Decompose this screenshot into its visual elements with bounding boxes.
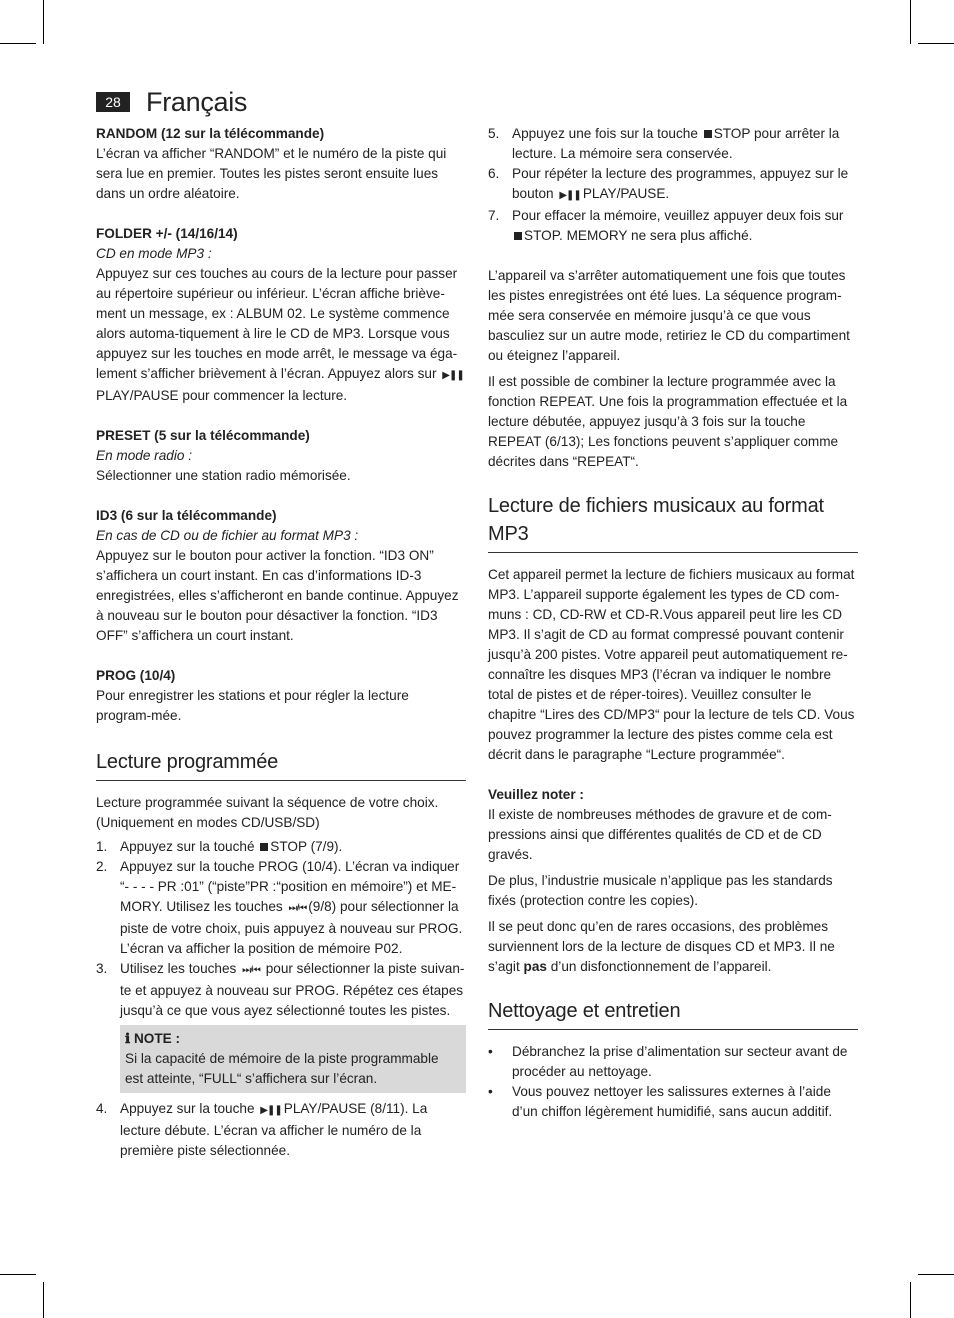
crop-mark bbox=[0, 1274, 36, 1275]
random-text: L’écran va afficher “RANDOM” et le numéro de la piste qui sera lue en premier. Toutes les pistes seront ensuite lues dans un ordre aléatoire. bbox=[96, 146, 447, 201]
id3-title: ID3 (6 sur la télécommande) bbox=[96, 508, 277, 523]
section-heading-nettoyage: Nettoyage et entretien bbox=[488, 997, 858, 1030]
folder-text: Appuyez sur ces touches au cours de la lecture pour passer au répertoire supérieur ou inférieur. L’écran affiche briève-ment un message, ex : ALBUM 02. Le système commence alors automa-tiquement à lire le CD de MP3. Lorsque vous appuyez sur les touches en mode arrêt, le message va éga-lement s’afficher brièvement à l’écran. Appuyez alors sur ▶❚❚ PLAY/PAUSE pour commencer la lecture. bbox=[96, 266, 464, 403]
crop-mark bbox=[918, 1274, 954, 1275]
notice-1: Il existe de nombreuses méthodes de gravure et de com-pressions ainsi que différentes qualités de CD et de CD gravés. bbox=[488, 807, 832, 862]
section-heading-lecture-programmee: Lecture programmée bbox=[96, 748, 466, 781]
lp-intro: Lecture programmée suivant la séquence de votre choix. (Uniquement en modes CD/USB/SD) bbox=[96, 795, 439, 830]
steps-list bbox=[96, 837, 466, 1021]
crop-mark bbox=[910, 1282, 911, 1318]
left-column bbox=[96, 124, 466, 1161]
stop-icon bbox=[260, 843, 268, 851]
page-number: 28 bbox=[96, 92, 130, 112]
crop-mark bbox=[910, 0, 911, 44]
list-item: 1. Appuyez sur la touché STOP (7/9). bbox=[96, 839, 343, 854]
list-item: 2. Appuyez sur la touche PROG (10/4). L’écran va indiquer “- - - - PR :01” (“piste”PR :“position en mémoire”) et ME-MORY. Utilisez les touches ⏭/⏮ (9/8) pour sélectionner la piste de votre choix, puis appuyez à nouveau sur PROG. L’écran va afficher la position de mémoire P02. bbox=[96, 859, 463, 956]
notice-2: De plus, l’industrie musicale n’applique pas les standards fixés (protection contre les copies). bbox=[488, 873, 833, 908]
stop-icon bbox=[514, 232, 522, 240]
preset-text: Sélectionner une station radio mémorisée. bbox=[96, 468, 351, 483]
note-box: ℹ NOTE : Si la capacité de mémoire de la piste programmable est atteinte, “FULL“ s’affichera sur l’écran. bbox=[120, 1025, 466, 1093]
page-title: Français bbox=[146, 87, 248, 117]
id3-mode: En cas de CD ou de fichier au format MP3 : bbox=[96, 528, 359, 543]
skip-icon: ⏭/⏮ bbox=[242, 965, 260, 976]
preset-title: PRESET (5 sur la télécommande) bbox=[96, 428, 310, 443]
right-column bbox=[488, 124, 858, 1122]
note-text: Si la capacité de mémoire de la piste programmable est atteinte, “FULL“ s’affichera sur l’écran. bbox=[125, 1051, 439, 1086]
prog-title: PROG (10/4) bbox=[96, 668, 176, 683]
stop-icon bbox=[704, 130, 712, 138]
random-title: RANDOM (12 sur la télécommande) bbox=[96, 126, 325, 141]
steps-list-right bbox=[488, 124, 858, 246]
section-heading-mp3: Lecture de fichiers musicaux au format MP3 bbox=[488, 492, 858, 553]
list-item: 4. Appuyez sur la touche ▶❚❚ PLAY/PAUSE (8/11). La lecture débute. L’écran va afficher le numéro de la première piste sélectionnée. bbox=[96, 1101, 428, 1158]
para-repeat: Il est possible de combiner la lecture programmée avec la fonction REPEAT. Une fois la programmation effectuée et la lecture débutée, appuyez jusqu’à 3 fois sur la touche REPEAT (6/13); Les fonctions peuvent s’appliquer comme décrites dans “REPEAT“. bbox=[488, 374, 848, 469]
id3-text: Appuyez sur le bouton pour activer la fonction. “ID3 ON” s’affichera un court instant. En cas d’informations ID-3 enregistrées, elles s’afficheront en bande continue. Appuyez à nouveau sur le bouton pour désactiver la fonction. “ID3 OFF” s’affichera un court instant. bbox=[96, 548, 459, 643]
list-item: • Débranchez la prise d’alimentation sur secteur avant de procéder au nettoyage. bbox=[488, 1044, 848, 1079]
clean-list bbox=[488, 1042, 858, 1122]
list-item: 6. Pour répéter la lecture des programmes, appuyez sur le bouton ▶❚❚ PLAY/PAUSE. bbox=[488, 164, 858, 206]
list-item: • Vous pouvez nettoyer les salissures externes à l’aide d’un chiffon légèrement humidifié, sans aucun additif. bbox=[488, 1084, 833, 1119]
preset-mode: En mode radio : bbox=[96, 448, 192, 463]
list-item: 5. Appuyez une fois sur la touche STOP pour arrêter la lecture. La mémoire sera conservée. bbox=[488, 126, 840, 161]
mp3-text: Cet appareil permet la lecture de fichiers musicaux au format MP3. L’appareil supporte également les types de CD com-muns : CD, CD-RW et CD-R.Vous appareil peut lire les CD MP3. Il s’agit de CD au format compressé pouvant contenir jusqu’à 200 pistes. Votre appareil peut automatiquement re-connaître les disques MP3 (l’écran va indiquer le nombre total de pistes et de réper-toires). Veuillez consulter le chapitre “Lires des CD/MP3“ pour la lecture de tels CD. Vous pouvez programmer la lecture des pistes comme cela est décrit dans le paragraphe “Lecture programmée“. bbox=[488, 567, 855, 762]
play-pause-icon: ▶❚❚ bbox=[260, 1105, 282, 1116]
folder-mode: CD en mode MP3 : bbox=[96, 246, 212, 261]
prog-text: Pour enregistrer les stations et pour régler la lecture program-mée. bbox=[96, 688, 409, 723]
notice-3: Il se peut donc qu’en de rares occasions, des problèmes surviennent lors de la lecture de disques CD et MP3. Il ne s’agit pas d’un disfonctionnement de l’appareil. bbox=[488, 919, 835, 974]
play-pause-icon: ▶❚❚ bbox=[442, 370, 464, 381]
info-icon: ℹ bbox=[125, 1031, 131, 1046]
crop-mark bbox=[43, 0, 44, 44]
para-auto-stop: L’appareil va s’arrêter automatiquement une fois que toutes les pistes enregistrées ont été lues. La séquence program-mée sera conservée en mémoire jusqu’à ce que vous basculiez sur un autre mode, retiriez le CD du compartiment ou éteignez l’appareil. bbox=[488, 268, 850, 363]
crop-mark bbox=[0, 43, 36, 44]
skip-icon: ⏭/⏮ bbox=[288, 903, 307, 914]
play-pause-icon: ▶❚❚ bbox=[559, 190, 581, 201]
list-item: 7. Pour effacer la mémoire, veuillez appuyer deux fois sur STOP. MEMORY ne sera plus affiché. bbox=[488, 208, 844, 243]
notice-title: Veuillez noter : bbox=[488, 787, 584, 802]
crop-mark bbox=[918, 43, 954, 44]
folder-title: FOLDER +/- (14/16/14) bbox=[96, 226, 238, 241]
crop-mark bbox=[43, 1282, 44, 1318]
list-item: 3. Utilisez les touches ⏭/⏮ pour sélectionner la piste suivan-te et appuyez à nouveau sur PROG. Répétez ces étapes jusqu’à ce que vous ayez sélectionné toutes les pistes. bbox=[96, 961, 465, 1018]
steps-list-cont bbox=[96, 1099, 466, 1161]
